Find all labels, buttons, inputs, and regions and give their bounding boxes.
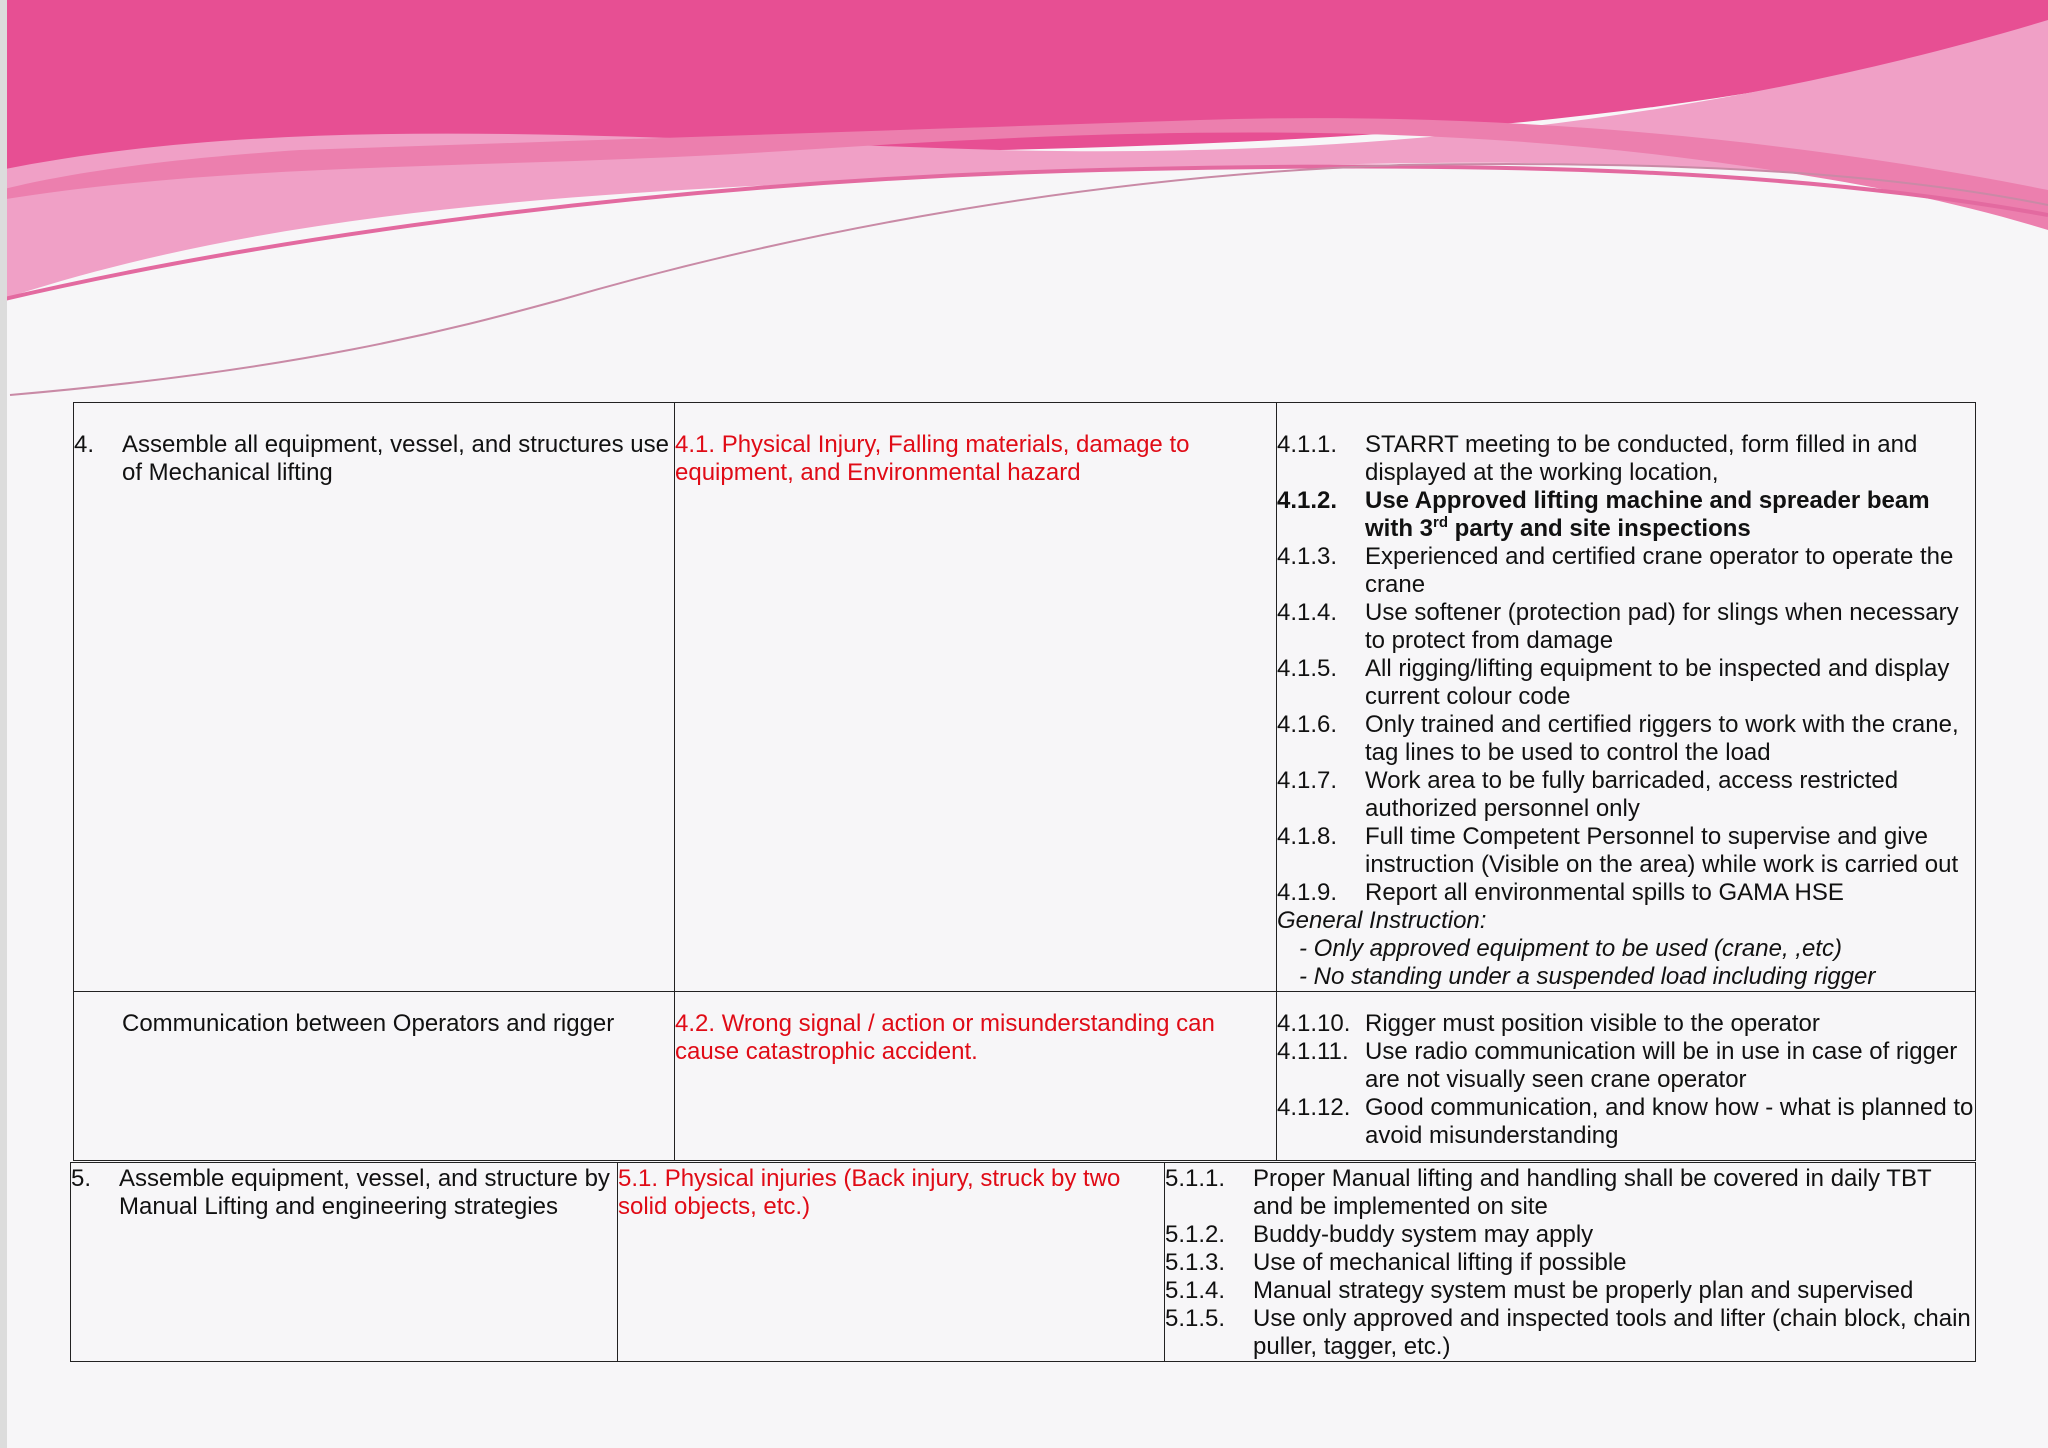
- hazard-text: 4.1. Physical Injury, Falling materials, damage to equipment, and Environmental hazard: [675, 431, 1190, 486]
- hazard-text: 4.2. Wrong signal / action or misunderstanding can cause catastrophic accident.: [675, 1010, 1215, 1065]
- control-number: 4.1.2.: [1277, 487, 1338, 514]
- control-text: Use softener (protection pad) for slings when necessary to protect from damage: [1365, 599, 1959, 654]
- control-number: 5.1.3.: [1165, 1249, 1226, 1276]
- controls-cell: [1277, 992, 1976, 1161]
- control-text: Full time Competent Personnel to supervise and give instruction (Visible on the area) while work is carried out: [1365, 823, 1959, 878]
- control-number: 4.1.10.: [1277, 1010, 1351, 1037]
- control-text: Manual strategy system must be properly plan and supervised: [1253, 1277, 1914, 1304]
- activity-cell: [71, 1163, 618, 1362]
- control-text: Only trained and certified riggers to work with the crane, tag lines to be used to control the load: [1365, 711, 1959, 766]
- control-number: 4.1.12.: [1277, 1094, 1351, 1121]
- general-instruction-item: - Only approved equipment to be used (crane, ,etc): [1299, 935, 1842, 962]
- control-text: Use only approved and inspected tools and lifter (chain block, chain puller, tagger, etc.): [1253, 1305, 1971, 1360]
- activity-text: Communication between Operators and rigger: [122, 1010, 615, 1037]
- hazard-cell: [675, 403, 1277, 992]
- hazard-cell: [618, 1163, 1165, 1362]
- table-row: [74, 992, 1976, 1161]
- control-number: 5.1.5.: [1165, 1305, 1226, 1332]
- general-instruction-item: - No standing under a suspended load including rigger: [1299, 963, 1876, 990]
- superscript: rd: [1433, 514, 1449, 531]
- control-text-part: Use Approved lifting machine and spreader beam with 3: [1365, 487, 1930, 542]
- table-row: [74, 403, 1976, 992]
- general-instruction-label: General Instruction:: [1277, 907, 1487, 934]
- control-text-part: party and site inspections: [1448, 515, 1751, 542]
- control-number: 4.1.7.: [1277, 767, 1338, 794]
- control-number: 5.1.2.: [1165, 1221, 1226, 1248]
- hazard-cell: [675, 992, 1277, 1161]
- table-row: [71, 1163, 1976, 1362]
- activity-cell: [74, 992, 675, 1161]
- control-text: Rigger must position visible to the operator: [1365, 1010, 1820, 1037]
- risk-table-row4: [73, 402, 1976, 1161]
- control-text: Proper Manual lifting and handling shall be covered in daily TBT and be implemented on site: [1253, 1165, 1932, 1220]
- control-number: 4.1.1.: [1277, 431, 1338, 458]
- risk-table-row5: [70, 1162, 1976, 1362]
- control-text: All rigging/lifting equipment to be inspected and display current colour code: [1365, 655, 1950, 710]
- activity-text: Assemble all equipment, vessel, and structures use of Mechanical lifting: [122, 431, 669, 486]
- control-number: 4.1.11.: [1277, 1038, 1349, 1065]
- control-number: 4.1.8.: [1277, 823, 1338, 850]
- pink-wave-banner: [0, 0, 2048, 420]
- control-text: Buddy-buddy system may apply: [1253, 1221, 1594, 1248]
- control-number: 4.1.6.: [1277, 711, 1338, 738]
- activity-number: 4.: [74, 431, 95, 458]
- control-text: Use radio communication will be in use in case of rigger are not visually seen crane operator: [1365, 1038, 1958, 1093]
- page-left-edge: [0, 0, 7, 1448]
- hazard-text: 5.1. Physical injuries (Back injury, struck by two solid objects, etc.): [618, 1165, 1121, 1220]
- controls-cell: [1165, 1163, 1976, 1362]
- control-number: 5.1.4.: [1165, 1277, 1226, 1304]
- activity-number-blank: [74, 1010, 122, 1038]
- activity-cell: [74, 403, 675, 992]
- control-number: 4.1.3.: [1277, 543, 1338, 570]
- control-text: STARRT meeting to be conducted, form filled in and displayed at the working location,: [1365, 431, 1918, 486]
- control-text: Use of mechanical lifting if possible: [1253, 1249, 1627, 1276]
- control-number: 4.1.5.: [1277, 655, 1338, 682]
- controls-cell: [1277, 403, 1976, 992]
- activity-text: Assemble equipment, vessel, and structure by Manual Lifting and engineering strategies: [119, 1165, 610, 1220]
- activity-number: 5.: [71, 1165, 92, 1192]
- control-text: Work area to be fully barricaded, access restricted authorized personnel only: [1365, 767, 1899, 822]
- control-text: [1365, 487, 1975, 543]
- control-number: 4.1.9.: [1277, 879, 1338, 906]
- control-text: Report all environmental spills to GAMA HSE: [1365, 879, 1844, 906]
- control-text: Experienced and certified crane operator to operate the crane: [1365, 543, 1954, 598]
- control-number: 5.1.1.: [1165, 1165, 1226, 1192]
- control-text: Good communication, and know how - what is planned to avoid misunderstanding: [1365, 1094, 1974, 1149]
- control-number: 4.1.4.: [1277, 599, 1338, 626]
